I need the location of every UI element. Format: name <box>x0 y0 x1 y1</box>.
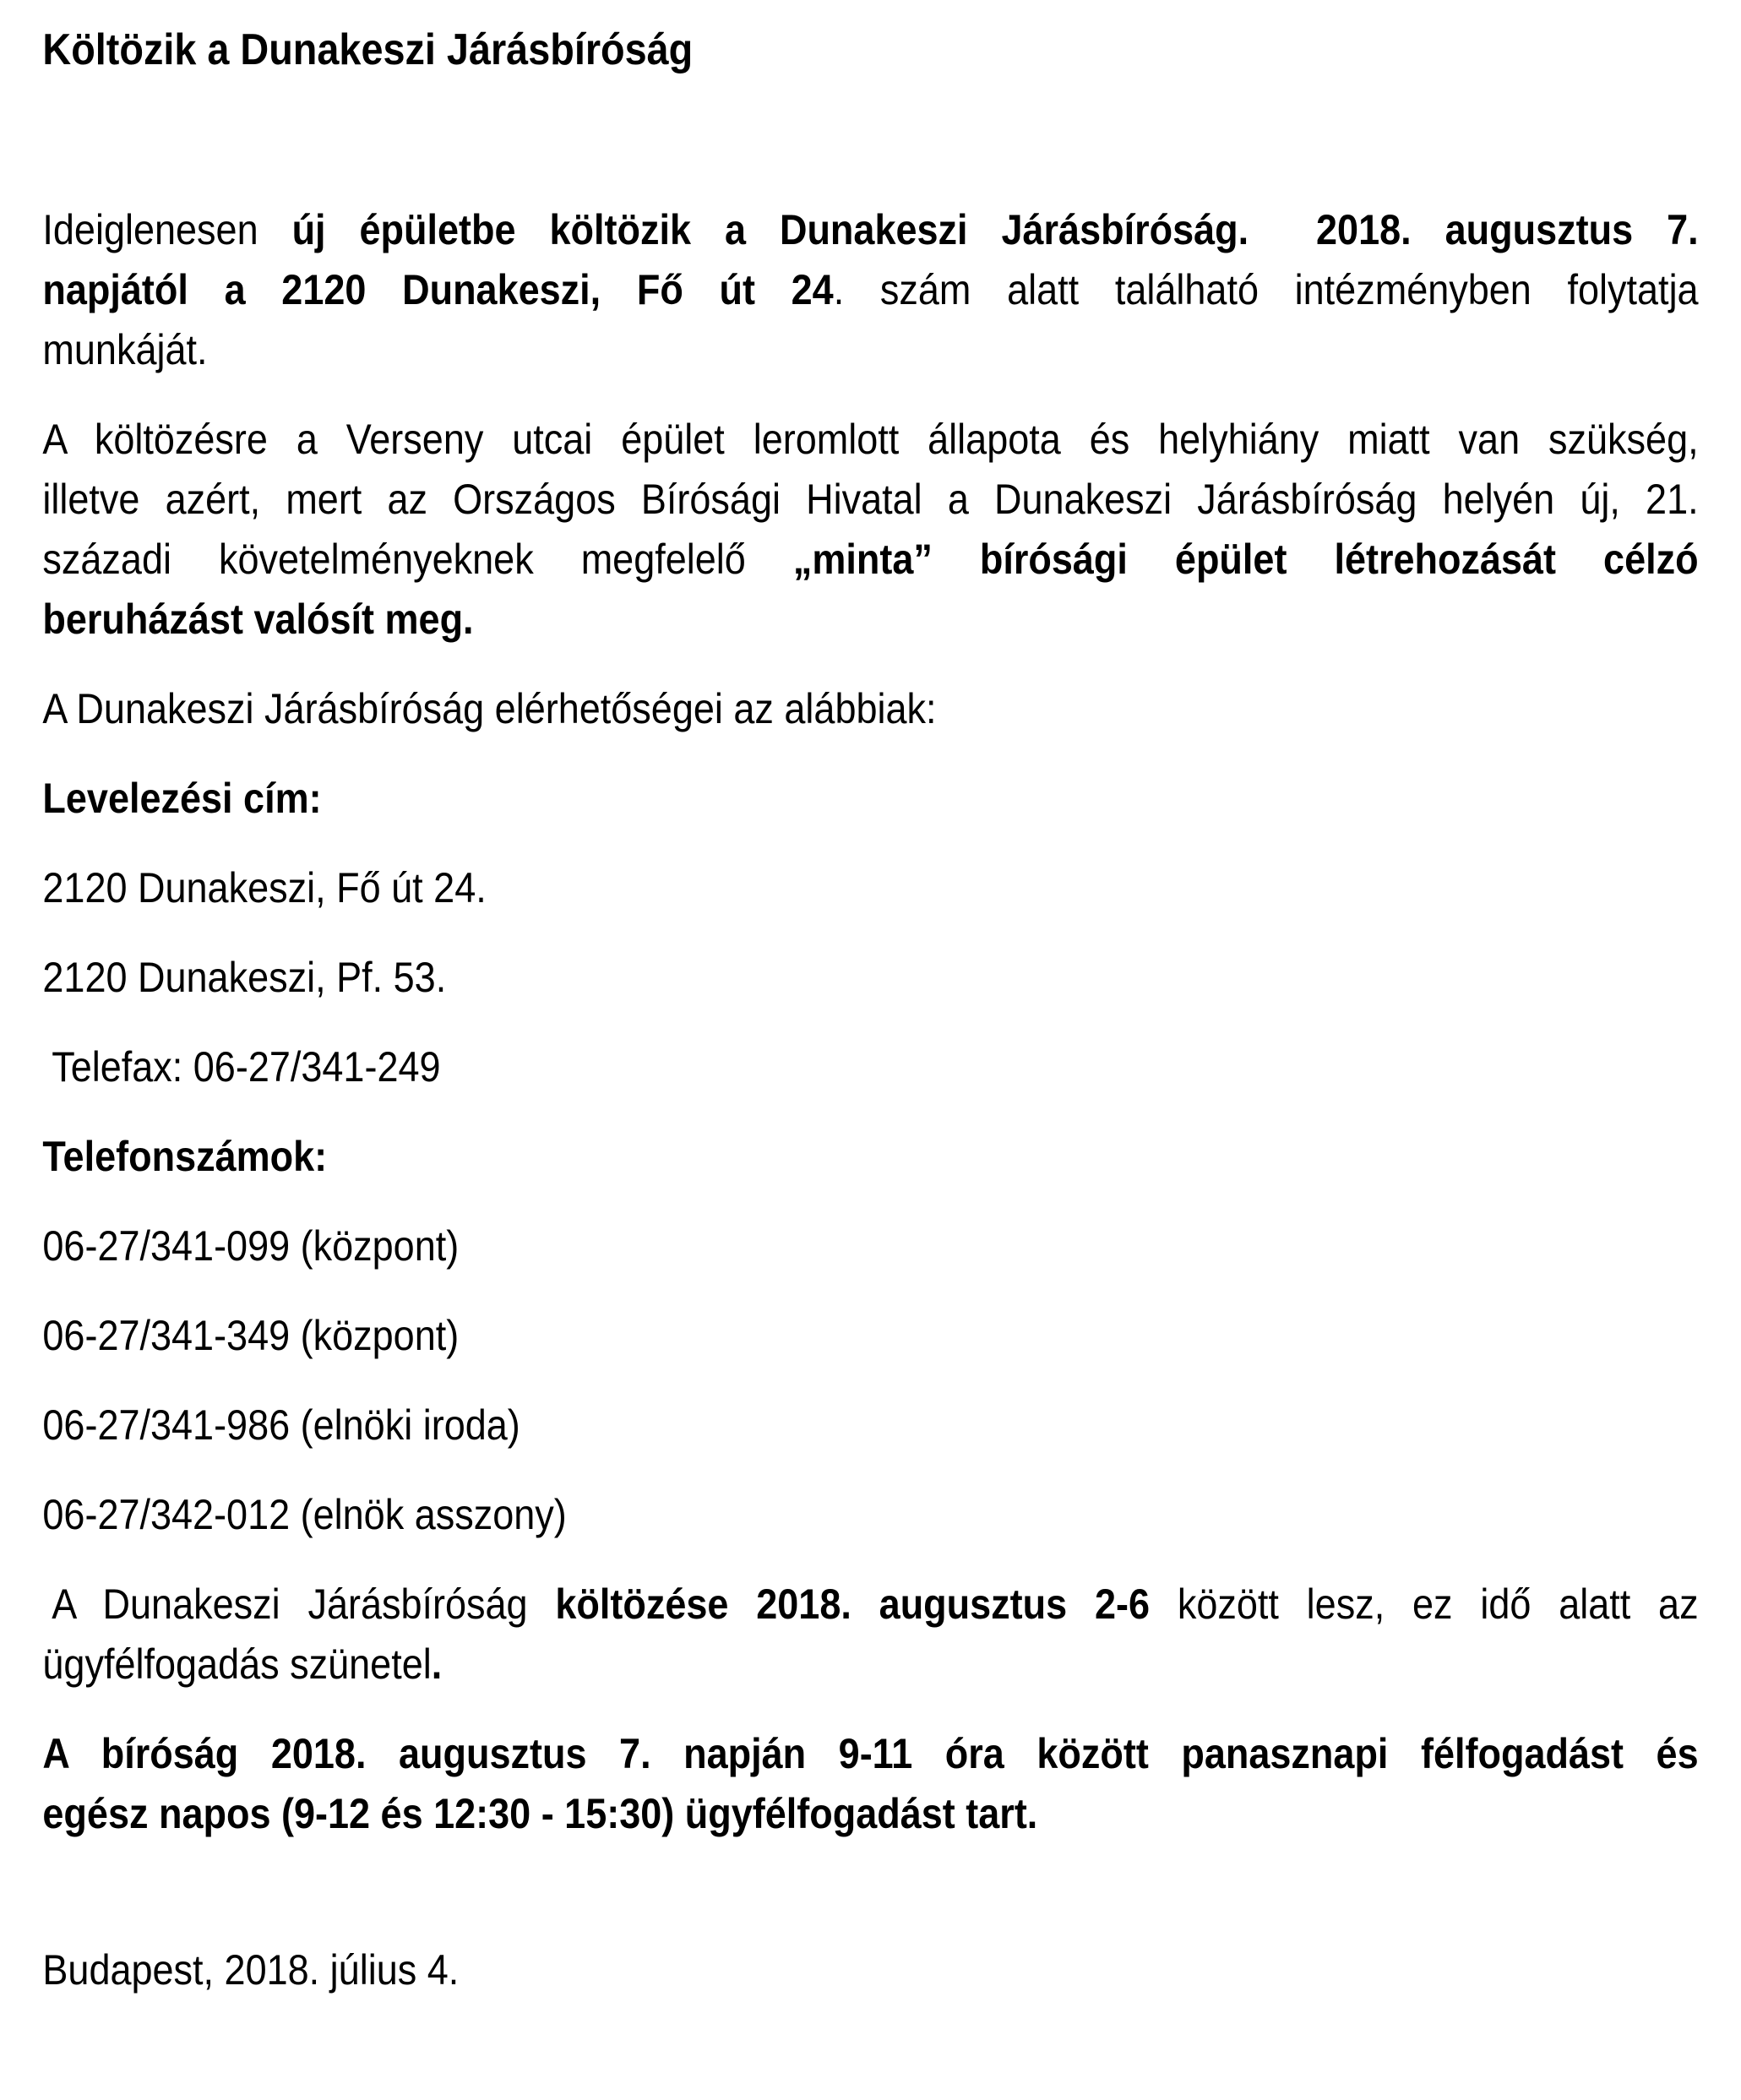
intro-line1-bold: új épületbe költözik a Dunakeszi Járásbíróság. 2018. augusztus 7. <box>291 206 1699 253</box>
reason-paragraph <box>42 410 1698 650</box>
paragraph-line <box>42 590 1698 650</box>
reason-line4-bold: beruházást valósít meg. <box>42 596 474 643</box>
office-hours-line1: A bíróság 2018. augusztus 7. napján 9-11 óra között panasznapi félfogadást és <box>42 1730 1699 1777</box>
reason-line1: A költözésre a Verseny utcai épület leromlott állapota és helyhiány miatt van szükség, <box>42 416 1699 463</box>
paragraph-line <box>42 530 1698 590</box>
paragraph-line <box>42 470 1698 530</box>
telefax-line: Telefax: 06-27/341-249 <box>52 1043 441 1091</box>
office-hours-line2: egész napos (9-12 és 12:30 - 15:30) ügyfélfogadást tart. <box>42 1790 1038 1837</box>
phone-number-central-1: 06-27/341-099 (központ) <box>42 1222 460 1270</box>
phone-number-presidents-office: 06-27/341-986 (elnöki iroda) <box>42 1401 520 1449</box>
paragraph-line <box>42 1635 1698 1695</box>
paragraph-line <box>42 200 1698 260</box>
moving-dates-paragraph <box>42 1575 1698 1695</box>
mailing-address-pobox: 2120 Dunakeszi, Pf. 53. <box>42 954 447 1001</box>
mailing-address-street: 2120 Dunakeszi, Fő út 24. <box>42 864 487 911</box>
paragraph-line <box>42 1724 1698 1784</box>
office-hours-paragraph <box>42 1724 1698 1844</box>
moving-line1-regular2: között lesz, ez idő alatt az <box>1150 1580 1699 1628</box>
reason-line2: illetve azért, mert az Országos Bírósági Hivatal a Dunakeszi Járásbíróság helyén új, 21. <box>42 476 1699 523</box>
moving-line2-bold: . <box>431 1640 443 1688</box>
intro-line2-regular: . szám alatt található intézményben folytatja <box>833 266 1699 313</box>
paragraph-line <box>42 260 1698 320</box>
contacts-intro: A Dunakeszi Járásbíróság elérhetőségei az alábbiak: <box>42 685 937 732</box>
intro-line3-regular: munkáját. <box>42 326 208 373</box>
moving-line2-regular: ügyfélfogadás szünetel <box>42 1640 432 1688</box>
paragraph-line <box>42 320 1698 380</box>
phone-numbers-label: Telefonszámok: <box>42 1133 328 1180</box>
intro-line1-regular: Ideiglenesen <box>42 206 292 253</box>
moving-line1-bold: költözése 2018. augusztus 2-6 <box>555 1580 1151 1628</box>
reason-line3-bold: „minta” bírósági épület létrehozását célzó <box>792 536 1699 583</box>
paragraph-line <box>42 1784 1698 1844</box>
paragraph-line <box>42 1575 1698 1635</box>
document-title: Költözik a Dunakeszi Járásbíróság <box>42 25 694 74</box>
reason-line3-regular: századi követelményeknek megfelelő <box>42 536 793 583</box>
paragraph-line <box>42 410 1698 470</box>
moving-line1-regular1: A Dunakeszi Járásbíróság <box>52 1580 556 1628</box>
intro-paragraph <box>42 200 1698 380</box>
phone-number-central-2: 06-27/341-349 (központ) <box>42 1312 460 1359</box>
phone-number-president: 06-27/342-012 (elnök asszony) <box>42 1491 567 1538</box>
date-line: Budapest, 2018. július 4. <box>42 1946 460 1994</box>
intro-line2-bold: napjától a 2120 Dunakeszi, Fő út 24 <box>42 266 834 313</box>
mailing-address-label: Levelezési cím: <box>42 775 322 822</box>
